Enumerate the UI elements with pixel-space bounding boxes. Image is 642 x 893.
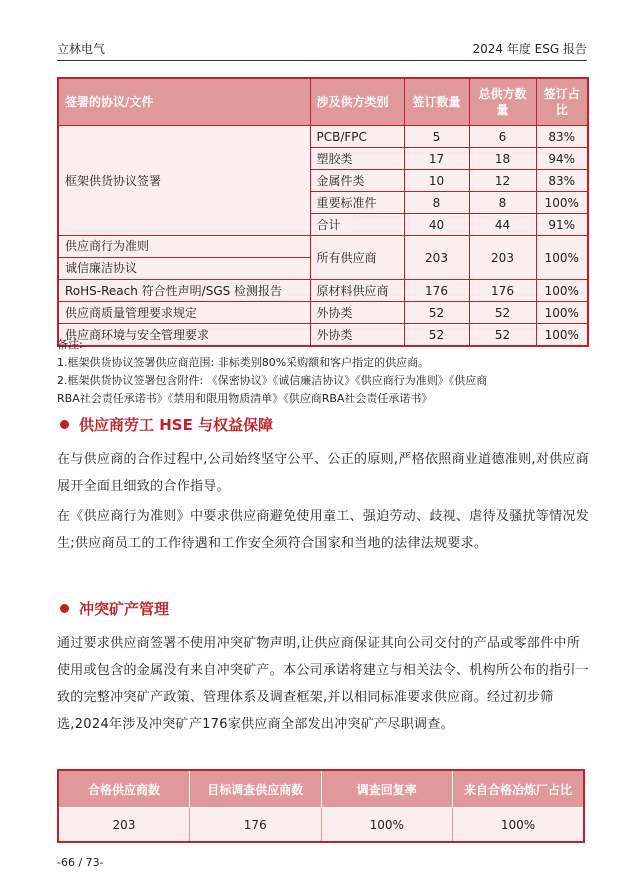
category-cell: 金属件类 — [310, 170, 404, 192]
bullet-icon — [60, 604, 69, 613]
frame-agreement-cell: 框架供货协议签署 — [58, 126, 310, 236]
section-title: 供应商劳工 HSE 与权益保障 — [79, 416, 274, 434]
section-heading-labor — [57, 414, 273, 435]
ratio-cell: 94% — [536, 148, 588, 170]
ratio-cell: 100% — [536, 324, 588, 347]
total-cell: 52 — [469, 302, 536, 324]
table-cell: 203 — [58, 808, 190, 843]
doc-cell: RoHS-Reach 符合性声明/SGS 检测报告 — [58, 280, 310, 302]
table-notes — [57, 336, 597, 408]
signed-cell: 8 — [404, 192, 469, 214]
table-cell: 176 — [190, 808, 322, 843]
table-row — [58, 126, 588, 148]
total-cell: 44 — [469, 214, 536, 236]
col-header: 来自合格冶炼厂占比 — [453, 770, 585, 808]
total-cell: 176 — [469, 280, 536, 302]
signed-cell: 17 — [404, 148, 469, 170]
signed-cell: 176 — [404, 280, 469, 302]
note-line: 2.框架供货协议签署包含附件: 《保密协议》《诚信廉洁协议》《供应商行为准则》《供应商 — [57, 374, 488, 387]
report-title: 2024 年度 ESG 报告 — [472, 42, 587, 56]
col-header-total: 总供方数量 — [469, 78, 536, 126]
total-cell: 52 — [469, 324, 536, 347]
section-title: 冲突矿产管理 — [79, 600, 170, 618]
category-cell: 外协类 — [310, 324, 404, 347]
category-cell: PCB/FPC — [310, 126, 404, 148]
category-cell: 外协类 — [310, 302, 404, 324]
section-paragraph: 在与供应商的合作过程中,公司始终坚守公平、公正的原则,严格依照商业道德准则,对供应商展开全面且细致的合作指导。 — [57, 452, 589, 494]
doc-cell: 供应商质量管理要求规定 — [58, 302, 310, 324]
signed-cell: 5 — [404, 126, 469, 148]
col-header: 调查回复率 — [321, 770, 453, 808]
notes-title: 备注: — [57, 338, 83, 351]
conduct-doc-cell — [58, 236, 310, 280]
table-cell: 100% — [453, 808, 585, 843]
col-header-doc: 签署的协议/文件 — [58, 78, 310, 126]
col-header-ratio: 签订占比 — [536, 78, 588, 126]
section-heading-conflict-minerals — [57, 598, 169, 619]
section-paragraph: 通过要求供应商签署不使用冲突矿物声明,让供应商保证其向公司交付的产品或零部件中所使用或包含的金属没有来自冲突矿产。本公司承诺将建立与相关法令、机构所公布的指引一致的完整冲突矿产政策、管理体系及调查框架,并以相同标准要求供应商。经过初步筛选,2024年涉及冲突矿产176家供应商全部发出冲突矿产尽职调查。 — [57, 636, 590, 732]
signed-cell: 40 — [404, 214, 469, 236]
header-divider — [57, 60, 587, 61]
category-cell: 合计 — [310, 214, 404, 236]
category-cell: 重要标准件 — [310, 192, 404, 214]
ratio-cell: 83% — [536, 126, 588, 148]
total-cell: 18 — [469, 148, 536, 170]
table-row — [58, 302, 588, 324]
company-name: 立林电气 — [57, 42, 106, 56]
col-header: 目标调查供应商数 — [190, 770, 322, 808]
col-header: 合格供应商数 — [58, 770, 190, 808]
total-cell: 6 — [469, 126, 536, 148]
ratio-cell: 100% — [536, 236, 588, 280]
category-cell: 塑胶类 — [310, 148, 404, 170]
bullet-icon — [60, 420, 69, 429]
table-header-row — [58, 78, 588, 126]
table-row — [58, 808, 584, 843]
section-paragraph: 在《供应商行为准则》中要求供应商避免使用童工、强迫劳动、歧视、虐待及骚扰等情况发生;供应商员工的工作待遇和工作安全须符合国家和当地的法律法规要求。 — [57, 509, 590, 551]
table-row — [58, 236, 588, 280]
doc-cell: 供应商环境与安全管理要求 — [58, 324, 310, 347]
conduct-doc-1: 供应商行为准则 — [59, 236, 310, 258]
ratio-cell: 100% — [536, 280, 588, 302]
category-cell: 所有供应商 — [310, 236, 404, 280]
ratio-cell: 100% — [536, 192, 588, 214]
signed-cell: 203 — [404, 236, 469, 280]
ratio-cell: 91% — [536, 214, 588, 236]
ratio-cell: 100% — [536, 302, 588, 324]
total-cell: 12 — [469, 170, 536, 192]
table-header-row — [58, 770, 584, 808]
category-cell: 原材料供应商 — [310, 280, 404, 302]
ratio-cell: 83% — [536, 170, 588, 192]
note-line: RBA社会责任承诺书》《禁用和限用物质清单》《供应商RBA社会责任承诺书》 — [57, 392, 433, 405]
table-cell: 100% — [321, 808, 453, 843]
note-line: 1.框架供货协议签署供应商范围: 非标类别80%采购额和客户指定的供应商。 — [57, 356, 430, 369]
col-header-category: 涉及供方类别 — [310, 78, 404, 126]
conduct-doc-2: 诚信廉洁协议 — [65, 261, 138, 275]
table-row — [58, 280, 588, 302]
col-header-signed: 签订数量 — [404, 78, 469, 126]
signed-cell: 10 — [404, 170, 469, 192]
total-cell: 8 — [469, 192, 536, 214]
signed-cell: 52 — [404, 324, 469, 347]
agreement-table — [57, 77, 589, 347]
signed-cell: 52 — [404, 302, 469, 324]
page-number: -66 / 73- — [57, 856, 104, 869]
survey-table — [57, 769, 585, 843]
total-cell: 203 — [469, 236, 536, 280]
